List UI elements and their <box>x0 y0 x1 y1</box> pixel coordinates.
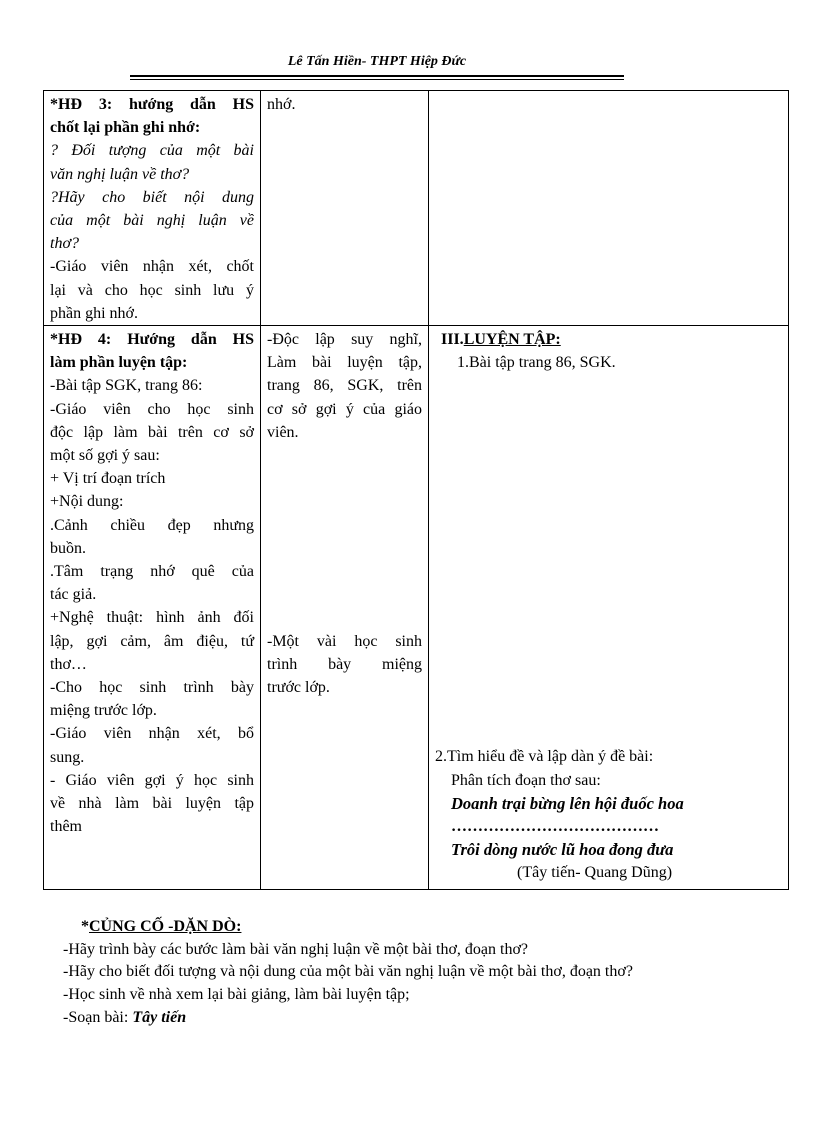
activity-title-line: *HĐ 4: Hướng dẫn HS <box>50 331 254 349</box>
summary-section <box>63 916 783 1030</box>
question-line: ? Đối tượng của một bài <box>50 142 254 160</box>
body-line: -Giáo viên nhận xét, bổ <box>50 725 254 743</box>
section-heading <box>441 328 782 351</box>
body-line: +Nội dung: <box>50 493 124 511</box>
poem-line: Doanh trại bừng lên hội đuốc hoa <box>451 793 684 813</box>
student-line: cơ sở gợi ý của giáo <box>267 400 422 418</box>
table-row <box>44 91 789 326</box>
activity-title-line: *HĐ 3: hướng dẫn HS <box>50 96 254 113</box>
body-line: +Nghệ thuật: hình ảnh đối <box>50 609 254 627</box>
section-number: III. <box>441 331 464 349</box>
section-title: LUYỆN TẬP: <box>463 331 561 349</box>
student-line: trước lớp. <box>267 679 330 697</box>
body-line: độc lập làm bài trên cơ sở <box>50 423 254 441</box>
activity-3-cell <box>44 91 261 326</box>
note-line: phần ghi nhớ. <box>50 304 139 322</box>
body-line: một số gợi ý sau: <box>50 447 160 465</box>
student-line: -Một vài học sinh <box>267 632 422 650</box>
body-line: sung. <box>50 748 85 766</box>
exercise-item: 1.Bài tập trang 86, SGK. <box>457 354 616 372</box>
body-line: thơ… <box>50 655 87 673</box>
question-line: thơ? <box>50 235 79 253</box>
student-text: nhớ. <box>267 96 296 113</box>
body-line: -Bài tập SGK, trang 86: <box>50 377 203 395</box>
summary-line: -Hãy cho biết đối tượng và nội dung của một bài văn nghị luận về một bài thơ, đoạn thơ? <box>63 963 633 981</box>
body-line: .Tâm trạng nhớ quê của <box>50 563 254 581</box>
page-header: Lê Tấn Hiền- THPT Hiệp Đức <box>287 54 467 69</box>
header-rule-thin <box>130 79 624 80</box>
student-activity-3-cell <box>261 91 429 326</box>
body-line: -Cho học sinh trình bày <box>50 679 254 697</box>
poem-ellipsis: ………………………………… <box>451 818 659 836</box>
summary-line: -Hãy trình bày các bước làm bài văn nghị luận về một bài thơ, đoạn thơ? <box>63 940 529 958</box>
exercise-item: 2.Tìm hiểu đề và lập dàn ý đề bài: <box>435 748 654 766</box>
summary-title <box>81 916 783 939</box>
body-line: + Vị trí đoạn trích <box>50 470 166 488</box>
question-line: ?Hãy cho biết nội dung <box>50 188 254 206</box>
poem-source: (Tây tiến- Quang Dũng) <box>517 864 673 882</box>
spacer <box>267 444 422 630</box>
student-line: Làm bài luyện tập, <box>267 354 422 372</box>
activity-4-cell <box>44 326 261 890</box>
content-3-cell <box>429 91 789 326</box>
poem-line: Trôi dòng nước lũ hoa đong đưa <box>451 840 674 860</box>
body-line: buồn. <box>50 539 86 557</box>
note-line: -Giáo viên nhận xét, chốt <box>50 258 254 276</box>
table-row <box>44 326 789 890</box>
body-line: - Giáo viên gợi ý học sinh <box>50 771 254 789</box>
body-line: miệng trước lớp. <box>50 702 157 720</box>
lesson-table <box>43 90 789 890</box>
activity-title-line: làm phần luyện tập: <box>50 354 188 372</box>
question-line: văn nghị luận về thơ? <box>50 165 190 183</box>
activity-title-line: chốt lại phần ghi nhớ: <box>50 119 201 137</box>
exercise-subitem: Phân tích đoạn thơ sau: <box>451 771 601 789</box>
summary-last-line <box>63 1007 783 1030</box>
summary-line: -Học sinh về nhà xem lại bài giảng, làm bài luyện tập; <box>63 986 410 1004</box>
content-4-cell <box>429 326 789 890</box>
student-activity-4-cell <box>261 326 429 890</box>
body-line: -Giáo viên cho học sinh <box>50 400 254 418</box>
spacer <box>435 374 782 745</box>
student-line: trang 86, SGK, trên <box>267 377 422 395</box>
header-rule-thick <box>130 75 624 77</box>
student-line: viên. <box>267 423 299 441</box>
summary-title-prefix: * <box>81 918 89 935</box>
body-line: .Cảnh chiều đẹp nhưng <box>50 516 254 534</box>
body-line: lập, gợi cảm, âm điệu, tứ <box>50 632 254 650</box>
summary-title-text: CỦNG CỐ -DẶN DÒ: <box>89 918 242 935</box>
note-line: lại và cho học sinh lưu ý <box>50 281 254 299</box>
body-line: về nhà làm bài luyện tập <box>50 795 254 813</box>
summary-last-title: Tây tiến <box>132 1008 187 1026</box>
body-line: tác giả. <box>50 586 97 604</box>
student-line: trình bày miệng <box>267 655 422 673</box>
body-line: thêm <box>50 818 82 836</box>
question-line: của một bài nghị luận về <box>50 212 254 230</box>
student-line: -Độc lập suy nghĩ, <box>267 331 422 349</box>
summary-last-prefix: -Soạn bài: <box>63 1008 133 1026</box>
